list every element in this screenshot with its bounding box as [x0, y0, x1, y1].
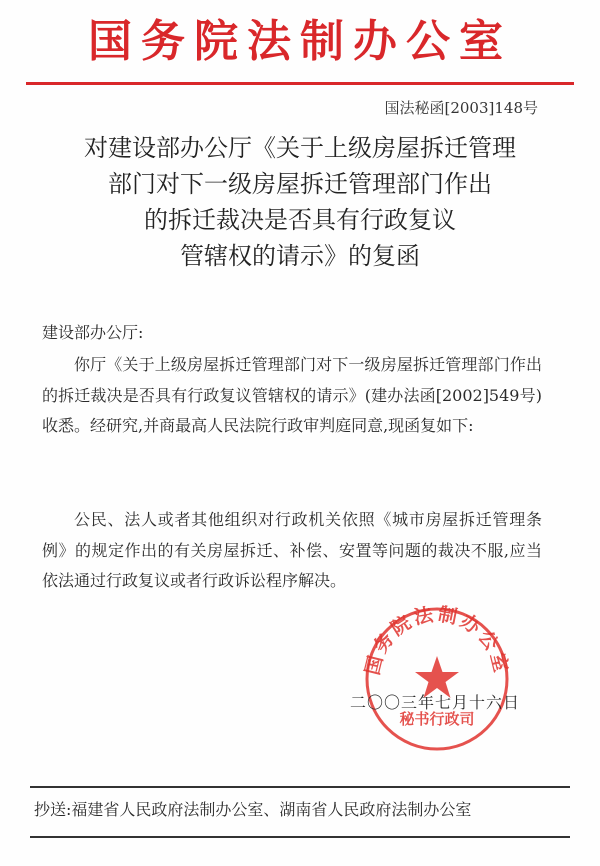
document-title — [30, 130, 570, 274]
salutation: 建设部办公厅: — [42, 323, 144, 342]
body-paragraph: 你厅《关于上级房屋拆迁管理部门对下一级房屋拆迁管理部门作出的拆迁裁决是否具有行政复议管辖权的请示》(建办法函[2002]549号)收悉。经研究,并商最高人民法院行政审判庭同意,现函复如下: — [42, 355, 542, 435]
agency-masthead: 国务院法制办公室 — [88, 16, 512, 67]
title-line: 的拆迁裁决是否具有行政复议 — [144, 206, 456, 234]
body-paragraph: 公民、法人或者其他组织对行政机关依照《城市房屋拆迁管理条例》的规定作出的有关房屋拆迁、补偿、安置等问题的裁决不服,应当依法通过行政复议或者行政诉讼程序解决。 — [42, 510, 542, 590]
title-line: 部门对下一级房屋拆迁管理部门作出 — [108, 170, 492, 198]
cc-list: 抄送:福建省人民政府法制办公室、湖南省人民政府法制办公室 — [34, 800, 472, 819]
title-line: 管辖权的请示》的复函 — [180, 242, 420, 270]
document-number: 国法秘函[2003]148号 — [384, 99, 538, 117]
footer-rule-bottom — [30, 836, 570, 838]
title-line: 对建设部办公厅《关于上级房屋拆迁管理 — [84, 134, 516, 162]
footer-rule-top — [30, 786, 570, 788]
masthead-rule — [26, 82, 574, 85]
issue-date: 二〇〇三年七月十六日 — [349, 693, 520, 712]
official-seal-stamp — [362, 604, 512, 754]
seal-ring-text: 国务院法制办公室 — [362, 604, 512, 678]
seal-center-text: 秘书行政司 — [399, 710, 475, 728]
